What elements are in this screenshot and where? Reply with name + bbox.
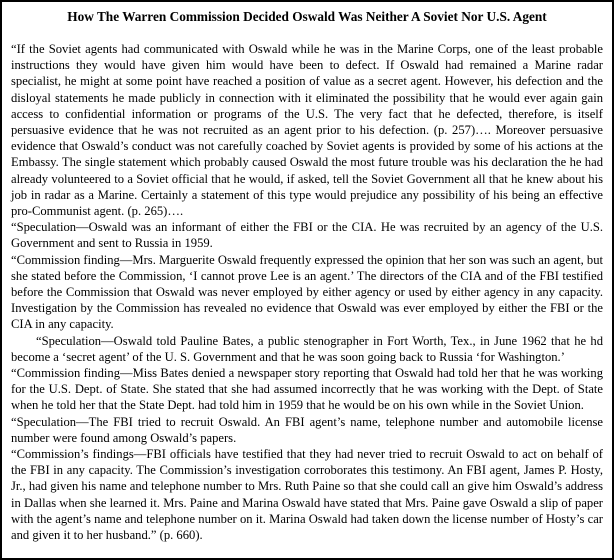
paragraph-finding-bates: “Commission finding—Miss Bates denied a newspaper story reporting that Oswald had told her that he was working for the U.S. Dept. of State. She stated that she had assumed incorrectly that he was working with the Dept. of State when he told her that the State Dept. had told him in 1959 that he would be on his own while in the Soviet Union. (11, 366, 603, 413)
paragraph-findings-fbi-officials: “Commission’s findings—FBI officials have testified that they had never tried to recruit Oswald to act on behalf of the FBI in any capacity. The Commission’s investigation corroborates this testimony. An FBI agent, James P. Hosty, Jr., had given his name and telephone number to Mrs. Ruth Paine so that she could call an give him Oswald’s address in Dallas when she learned it. Mrs. Paine and Marina Oswald have stated that Mrs. Paine gave Oswald a slip of paper with the agent’s name and telephone number on it. Marina Oswald had taken down the license number of Hosty’s car and given it to her husband.” (p. 660). (11, 447, 603, 543)
document-title: How The Warren Commission Decided Oswald Was Neither A Soviet Nor U.S. Agent (67, 9, 547, 24)
paragraph-speculation-bates: “Speculation—Oswald told Pauline Bates, a public stenographer in Fort Worth, Tex., in June 1962 that he hd become a ‘secret agent’ of the U. S. Government and that he was soon going back to Russia ‘for Washington.’ (11, 333, 603, 364)
paragraph-finding-marguerite: “Commission finding—Mrs. Marguerite Oswald frequently expressed the opinion that her son was such an agent, but she stated before the Commission, ‘I cannot prove Lee is an agent.’ The directors of the CIA and of the FBI testified before the Commission that Oswald was never employed by either agency or used by either agency in any capacity. Investigation by the Commission has revealed no evidence that Oswald was ever employed by either the FBI or the CIA in any capacity. (11, 252, 603, 332)
paragraph-speculation-fbi-recruit: “Speculation—The FBI tried to recruit Oswald. An FBI agent’s name, telephone number and automobile license number were found among Oswald’s papers. (11, 414, 603, 445)
paragraph-commission-quote: “If the Soviet agents had communicated with Oswald while he was in the Marine Corps, one of the least probable instructions they would have given him would have been to defect. If Oswald had remained a Marine radar specialist, he might at some point have reached a position of value as a secret agent. However, his defection and the disloyal statements he made publicly in connection with it eliminated the possibility that he would ever again gain access to confidential information or programs of the U.S. The very fact that he defected, therefore, is itself persuasive evidence that he was not recruited as an agent prior to his defection. (p. 257)…. Moreover persuasive evidence that Oswald’s conduct was not carefully coached by Soviet agents is provided by some of his actions at the Embassy. The single statement which probably caused Oswald the most future trouble was his declaration the he had already volunteered to a Soviet official that he would, if asked, tell the Soviet Government all that he knew about his job in radar as a Marine. Certainly a statement of this type would prejudice any possibility of his being an effective pro-Communist agent. (p. 265)…. (11, 42, 603, 219)
paragraph-speculation-informant: “Speculation—Oswald was an informant of either the FBI or the CIA. He was recruited by an agency of the U.S. Government and sent to Russia in 1959. (11, 220, 603, 251)
